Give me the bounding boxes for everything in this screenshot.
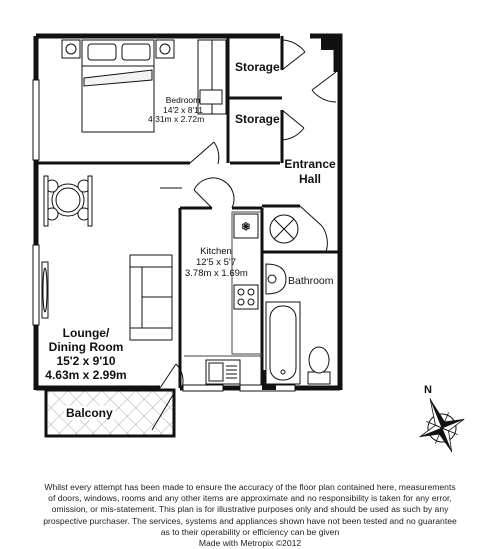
lounge-metric: 4.63m x 2.99m — [45, 368, 127, 382]
entrance-hall-label — [282, 157, 338, 187]
balcony-label: Balcony — [66, 406, 113, 420]
lounge-imperial: 15'2 x 9'10 — [56, 354, 116, 368]
bedroom-label — [148, 95, 218, 115]
bathtub — [266, 302, 300, 384]
dining-table — [44, 176, 92, 226]
bedroom-name: Bedroom — [165, 95, 201, 105]
hob — [234, 285, 258, 309]
disclaimer-line-5: as to their operability or efficiency can be given — [160, 526, 340, 537]
storage-1-label: Storage — [235, 60, 280, 74]
storage-2-label: Storage — [235, 112, 280, 126]
disclaimer-line-4: prospective purchaser. The services, systems and appliances shown have not been tested and no guarantee — [43, 515, 457, 526]
cylinder-cupboard — [270, 215, 298, 243]
entrance-hall-name-2: Hall — [298, 172, 321, 186]
kitchen-imperial: 12'5 x 5'7 — [195, 257, 237, 268]
lounge-label — [42, 326, 130, 382]
washbasin — [266, 264, 286, 294]
disclaimer-line-3: omission, or mis-statement. This plan is for illustrative purposes only and should be used as such by any — [51, 504, 449, 515]
kitchen-label — [185, 246, 248, 279]
toilet — [308, 347, 330, 384]
lounge-name-1: Lounge/ — [62, 326, 110, 340]
kitchen-metric: 3.78m x 1.69m — [185, 268, 248, 279]
compass-rose — [408, 389, 474, 461]
washing-machine — [234, 214, 258, 238]
bedroom-metric: 4.31m x 2.72m — [148, 114, 205, 124]
bedroom-imperial: 14'2 x 8'11 — [163, 105, 203, 115]
disclaimer-credit: Made with Metropix ©2012 — [198, 538, 302, 549]
entrance-hall-name-1: Entrance — [284, 157, 336, 171]
bathroom-label: Bathroom — [288, 275, 334, 287]
svg-text:✽: ✽ — [241, 222, 251, 233]
disclaimer-line-2: of doors, windows, rooms and any other items are approximate and no responsibility is taken for any error, — [48, 493, 452, 504]
kitchen-sink — [206, 360, 240, 384]
compass-north-label: N — [424, 384, 432, 396]
disclaimer-line-1: Whilst every attempt has been made to ensure the accuracy of the floor plan contained here, measurements — [44, 482, 456, 492]
kitchen-name: Kitchen — [200, 246, 232, 257]
sofa — [130, 255, 172, 340]
column — [321, 36, 335, 50]
tv-unit — [42, 262, 48, 318]
lounge-name-2: Dining Room — [48, 340, 124, 354]
disclaimer — [20, 482, 480, 549]
double-bed — [82, 40, 154, 132]
